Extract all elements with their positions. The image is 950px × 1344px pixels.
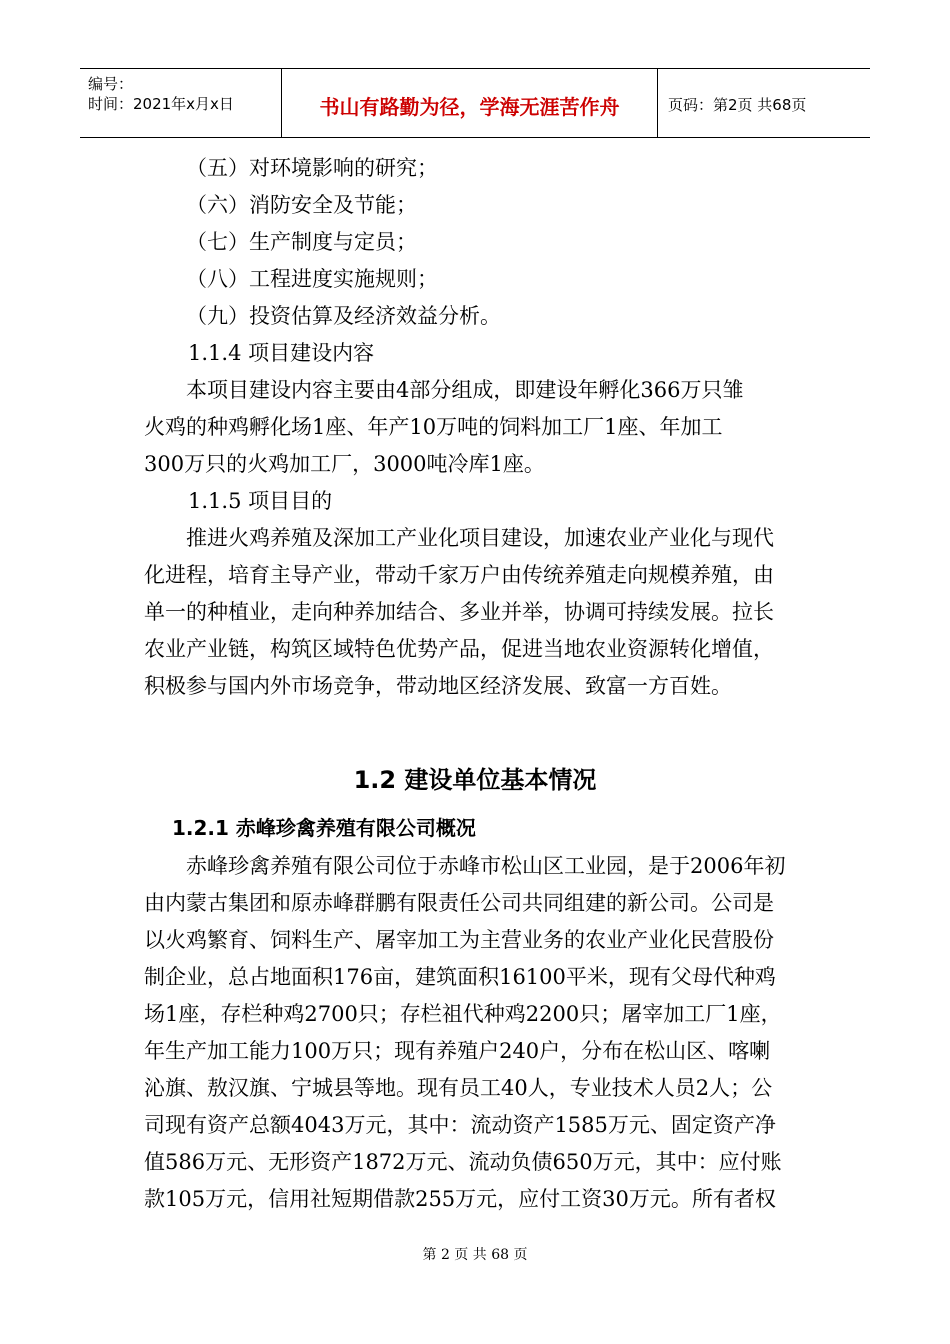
header-page-info: 页码：第2页 共68页 <box>668 96 807 114</box>
paragraph-line: 场1座，存栏种鸡2700只；存栏祖代种鸡2200只；屠宰加工厂1座， <box>144 1002 782 1026</box>
time-label: 时间：2021年x月x日 <box>88 95 234 113</box>
paragraph-line: 本项目建设内容主要由4部分组成，即建设年孵化366万只雏 <box>186 378 744 402</box>
paragraph-line: 化进程，培育主导产业，带动千家万户由传统养殖走向规模养殖，由 <box>144 563 774 587</box>
paragraph-line: 司现有资产总额4043万元，其中：流动资产1585万元、固定资产净 <box>144 1113 776 1137</box>
paragraph-line: 值586万元、无形资产1872万元、流动负债650万元，其中：应付账 <box>144 1150 782 1174</box>
paragraph-line: 由内蒙古集团和原赤峰群鹏有限责任公司共同组建的新公司。公司是 <box>144 891 774 915</box>
paragraph-line: 款105万元，信用社短期借款255万元，应付工资30万元。所有者权 <box>144 1187 776 1211</box>
section-heading-12: 1.2 建设单位基本情况 <box>353 766 597 794</box>
page-header <box>80 68 870 138</box>
paragraph-line: 沁旗、敖汉旗、宁城县等地。现有员工40人，专业技术人员2人；公 <box>144 1076 773 1100</box>
list-item: （九）投资估算及经济效益分析。 <box>186 304 501 328</box>
paragraph-line: 赤峰珍禽养殖有限公司位于赤峰市松山区工业园，是于2006年初 <box>186 854 786 878</box>
paragraph-line: 制企业，总占地面积176亩，建筑面积16100平米，现有父母代种鸡 <box>144 965 776 989</box>
paragraph-line: 推进火鸡养殖及深加工产业化项目建设，加速农业产业化与现代 <box>186 526 774 550</box>
subsection-heading-114: 1.1.4 项目建设内容 <box>188 341 375 365</box>
document-body <box>144 150 808 705</box>
list-item: （八）工程进度实施规则； <box>186 267 438 291</box>
document-body-continued <box>144 848 808 1218</box>
header-slogan: 书山有路勤为径，学海无涯苦作舟 <box>319 95 620 119</box>
page-footer: 第 2 页 共 68 页 <box>422 1247 528 1263</box>
header-middle-cell <box>282 69 658 137</box>
paragraph-line: 火鸡的种鸡孵化场1座、年产10万吨的饲料加工厂1座、年加工 <box>144 415 723 439</box>
paragraph-line: 单一的种植业，走向种养加结合、多业并举，协调可持续发展。拉长 <box>144 600 774 624</box>
paragraph-line: 300万只的火鸡加工厂，3000吨冷库1座。 <box>144 452 545 476</box>
subsection-heading-115: 1.1.5 项目目的 <box>188 489 333 513</box>
header-left-cell <box>80 69 282 137</box>
number-label: 编号： <box>88 75 134 93</box>
subsection-heading-121: 1.2.1 赤峰珍禽养殖有限公司概况 <box>172 816 476 840</box>
list-item: （七）生产制度与定员； <box>186 230 417 254</box>
paragraph-line: 农业产业链，构筑区域特色优势产品，促进当地农业资源转化增值， <box>144 637 774 661</box>
paragraph-line: 年生产加工能力100万只；现有养殖户240户，分布在松山区、喀喇 <box>144 1039 771 1063</box>
list-item: （五）对环境影响的研究； <box>186 156 438 180</box>
paragraph-line: 积极参与国内外市场竞争，带动地区经济发展、致富一方百姓。 <box>144 674 732 698</box>
paragraph-line: 以火鸡繁育、饲料生产、屠宰加工为主营业务的农业产业化民营股份 <box>144 928 774 952</box>
list-item: （六）消防安全及节能； <box>186 193 417 217</box>
header-right-cell <box>658 69 870 137</box>
